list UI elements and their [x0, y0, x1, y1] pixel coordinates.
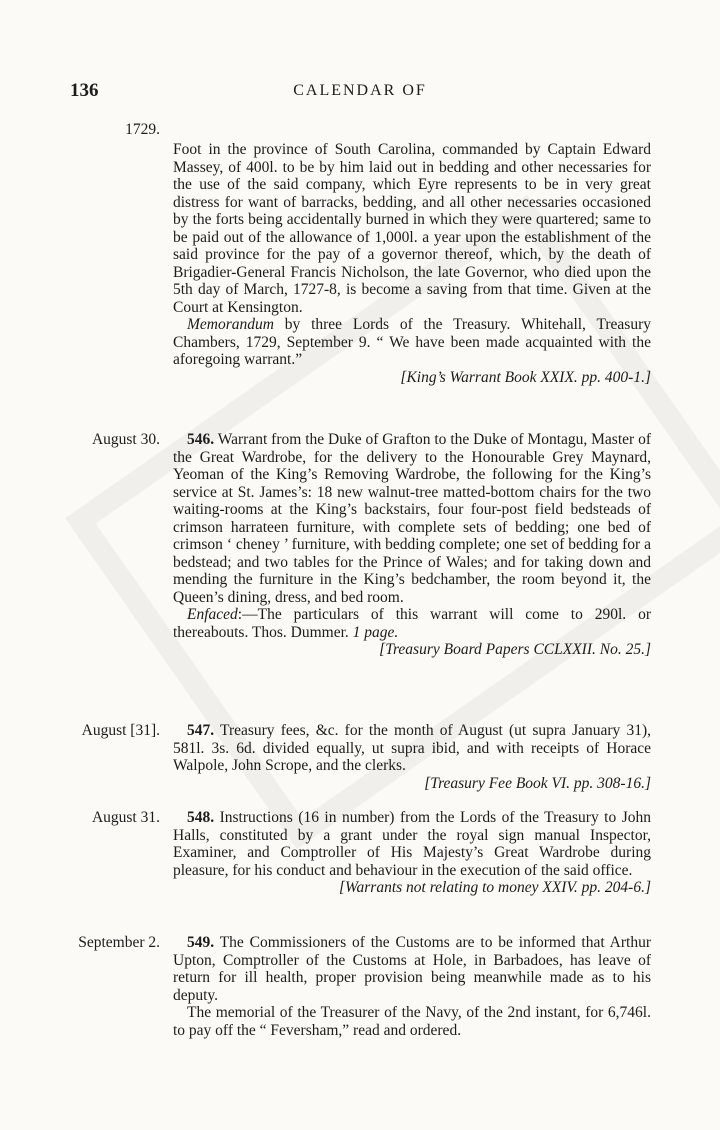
entry-text: 549. The Commissioners of the Customs are to be informed that Arthur Upton, Comptroller of the Customs at Hole, in Barbadoes, has leave of return for ill health, proper provision being meanwhile made as to his deputy.	[173, 934, 651, 1004]
memorandum-text: by three Lords of the Treasury. Whitehall, Treasury Chambers, 1729, September 9. “ We have been made acquainted with the aforegoing warrant.”	[173, 316, 651, 368]
entry-date: August 31.	[91, 809, 160, 826]
entry-text-continued: The memorial of the Treasurer of the Navy, of the 2nd instant, for 6,746l. to pay off the “ Feversham,” read and ordered.	[173, 1004, 651, 1039]
page-header	[0, 80, 720, 104]
continued-entry	[173, 141, 651, 386]
memorandum	[173, 316, 651, 369]
year-marker: 1729.	[125, 121, 160, 138]
enfaced-label: Enfaced	[187, 606, 238, 623]
enfaced-note	[173, 606, 651, 641]
memorandum-label: Memorandum	[187, 316, 274, 333]
source-citation: [Warrants not relating to money XXIV. pp. 204-6.]	[338, 879, 651, 896]
entry-547	[173, 722, 651, 792]
entry-text: 546. Warrant from the Duke of Grafton to the Duke of Montagu, Master of the Great Wardrobe, for the delivery to the Honourable Grey Maynard, Yeoman of the King’s Removing Wardrobe, the following for the King’s service at St. James’s: 18 new walnut-tree matted-bottom chairs for the two waiting-rooms at the King’s backstairs, four four-post field bedsteads of crimson harrateen furniture, with complete sets of bedding; one bed of crimson ‘ cheney ’ furniture, with bedding complete; one set of bedding for a bedstead; and two tables for the Prince of Wales; and for taking down and mending the furniture in the King’s bedchamber, the room beyond it, the Queen’s dining, dress, and bed room.	[173, 431, 651, 606]
entry-546	[173, 431, 651, 659]
source-citation: [Treasury Board Papers CCLXXII. No. 25.]	[379, 641, 651, 658]
continued-text: Foot in the province of South Carolina, commanded by Captain Edward Massey, of 400l. to be by him laid out in bedding and other necessaries for the use of the said company, which Eyre represents to be in very great distress for want of barracks, bedding, and all other necessaries occasioned by the forts being accidentally burned in which they were quartered; same to be paid out of the allowance of 1,000l. a year upon the establishment of the said province for the pay of a governor thereof, which, by the death of Brigadier-General Francis Nicholson, the late Governor, who died upon the 5th day of March, 1727-8, is become a saving from that time. Given at the Court at Kensington.	[173, 141, 651, 316]
entry-number: 549.	[187, 934, 215, 951]
page-number: 136	[70, 80, 99, 101]
entry-text: 548. Instructions (16 in number) from the Lords of the Treasury to John Halls, constituted by a grant under the royal sign manual Inspector, Examiner, and Comptroller of His Majesty’s Great Wardrobe during pleasure, for his conduct and behaviour in the execution of the said office.	[173, 809, 651, 879]
entry-text: 547. Treasury fees, &c. for the month of August (ut supra January 31), 581l. 3s. 6d. divided equally, ut supra ibid, and with receipts of Horace Walpole, John Scrope, and the clerks.	[173, 722, 651, 774]
source-citation: [King’s Warrant Book XXIX. pp. 400-1.]	[400, 368, 651, 386]
source-citation: [Treasury Fee Book VI. pp. 308-16.]	[424, 774, 651, 792]
entry-date: September 2.	[78, 934, 160, 951]
entry-number: 547.	[187, 722, 215, 739]
entry-date: August [31].	[81, 722, 160, 739]
entry-number: 548.	[187, 809, 215, 826]
entry-549	[173, 934, 651, 1039]
page-count: 1 page.	[352, 623, 399, 641]
entry-date: August 30.	[91, 431, 160, 448]
entry-number: 546.	[187, 431, 215, 448]
entry-548	[173, 809, 651, 897]
running-title: CALENDAR OF	[293, 82, 427, 99]
enfaced-text: :—The particulars of this warrant will come to 290l. or thereabouts. Thos. Dummer.	[173, 606, 651, 641]
